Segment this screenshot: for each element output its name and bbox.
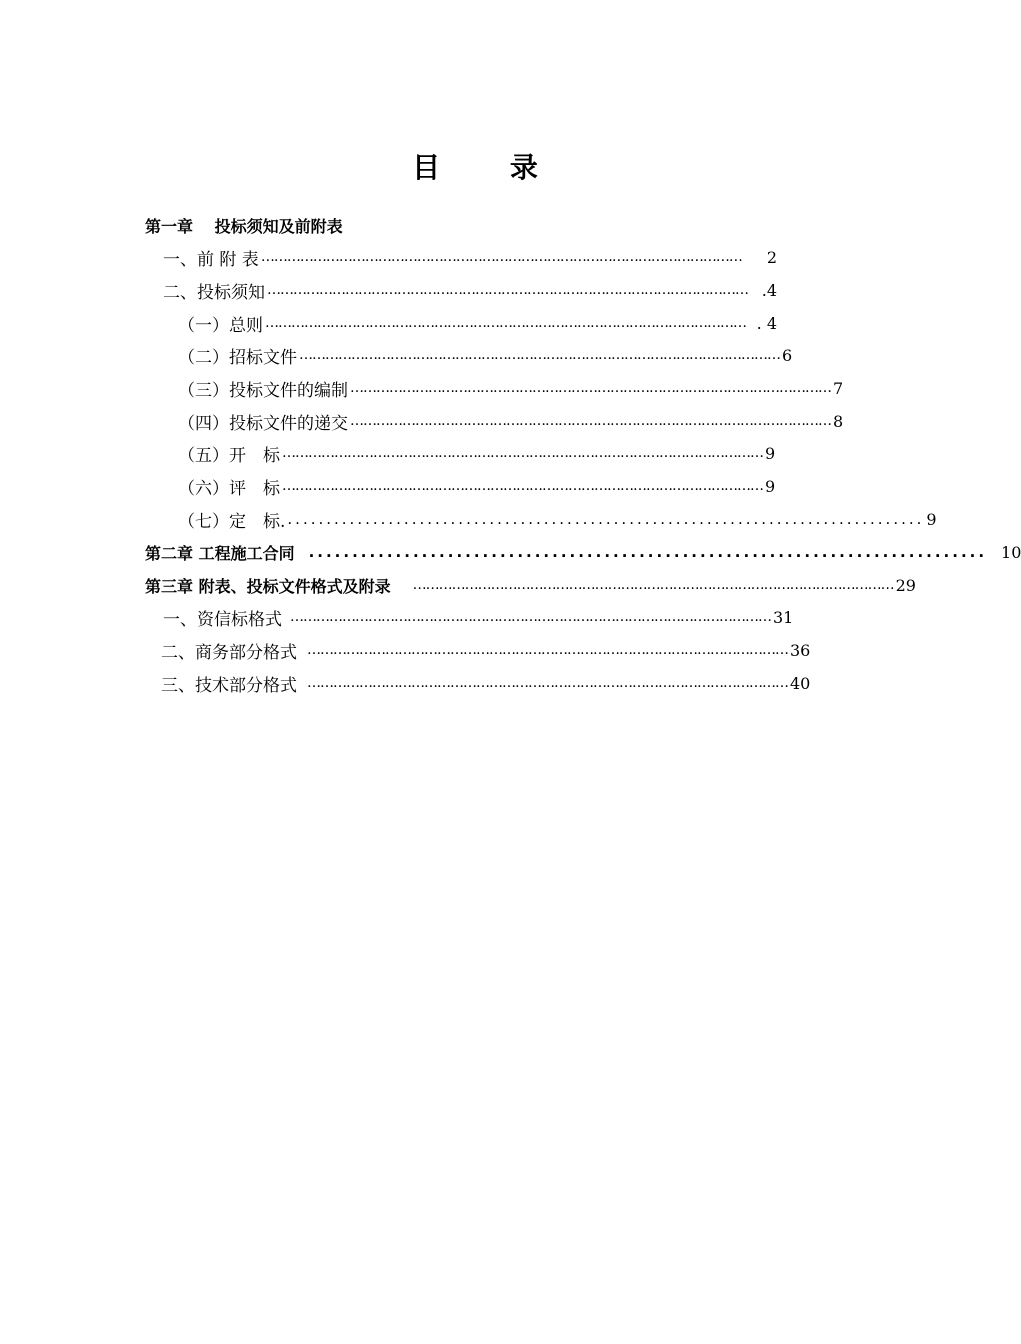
toc-page-number: 9 (926, 509, 937, 529)
toc-dot-leader: .................................................................................. (287, 510, 925, 528)
toc-page-number: 31 (773, 607, 794, 627)
toc-page-number: 36 (790, 640, 811, 660)
toc-dot-leader: .............................................................................. (308, 543, 988, 561)
toc-chapter-1-label: 第一章 投标须知及前附表 (145, 216, 343, 236)
toc-page-number: 6 (782, 345, 793, 365)
toc-entry-tender-documents[interactable] (178, 340, 793, 370)
toc-dot-leader: ………………………………………………………………………………………………… (350, 380, 831, 396)
toc-page-number: 10 (1001, 542, 1021, 562)
toc-entry-label: 一、资信标格式 (163, 609, 282, 630)
toc-page-number: .4 (761, 280, 777, 300)
toc-entry-label: 三、技术部分格式 (161, 675, 297, 696)
toc-entry-bid-submission[interactable] (178, 406, 844, 436)
toc-dot-leader: ………………………………………………………………………………………………… (282, 445, 763, 461)
toc-entry-front-table[interactable] (163, 242, 777, 272)
toc-entry-label: 二、投标须知 (163, 282, 265, 303)
toc-entry-label: （七）定 标. (178, 511, 286, 532)
toc-dot-leader: ………………………………………………………………………………………………… (267, 282, 748, 298)
toc-chapter-3[interactable] (145, 570, 916, 600)
toc-entry-bid-evaluation[interactable] (178, 471, 774, 501)
toc-dot-leader: ………………………………………………………………………………………………… (350, 413, 831, 429)
toc-entry-label: 一、前 附 表 (163, 249, 259, 270)
toc-entry-label: （一）总则 (178, 315, 263, 336)
toc-chapter-1[interactable] (145, 210, 785, 240)
toc-dot-leader: ………………………………………………………………………………………………… (260, 249, 742, 265)
toc-dot-leader: ………………………………………………………………………………………………… (412, 577, 894, 593)
toc-page-number: 2 (766, 247, 777, 267)
toc-page-number: 9 (765, 443, 776, 463)
toc-entry-label: （四）投标文件的递交 (178, 413, 348, 434)
toc-dot-leader: ………………………………………………………………………………………………… (290, 609, 771, 625)
toc-entry-label: （五）开 标 (178, 445, 280, 466)
toc-entry-label: （二）招标文件 (178, 347, 297, 368)
toc-entry-bidding-instructions[interactable] (163, 275, 777, 305)
toc-dot-leader: ………………………………………………………………………………………………… (282, 478, 763, 494)
toc-page-number: 8 (833, 411, 844, 431)
toc-entry-label: （六）评 标 (178, 478, 280, 499)
toc-entry-qualification-format[interactable] (163, 602, 794, 632)
toc-page-number: 40 (790, 673, 811, 693)
toc-entry-technical-format[interactable] (161, 668, 811, 698)
toc-entry-label: （三）投标文件的编制 (178, 380, 348, 401)
toc-dot-leader: ………………………………………………………………………………………………… (307, 675, 788, 691)
toc-page-number: . 4 (756, 313, 777, 333)
toc-page-number: 9 (765, 476, 776, 496)
toc-chapter-2[interactable] (145, 537, 1021, 567)
toc-chapter-2-label: 第二章 工程施工合同 (145, 543, 295, 563)
toc-dot-leader: ………………………………………………………………………………………………… (299, 347, 780, 363)
toc-page-number: 29 (895, 575, 916, 595)
toc-page-number: 7 (833, 378, 844, 398)
toc-entry-bid-award[interactable] (178, 504, 937, 534)
toc-entry-commercial-format[interactable] (161, 635, 811, 665)
toc-entry-bid-opening[interactable] (178, 438, 774, 468)
toc-entry-label: 二、商务部分格式 (161, 642, 297, 663)
toc-dot-leader: ………………………………………………………………………………………………… (265, 315, 746, 331)
toc-chapter-3-label: 第三章 附表、投标文件格式及附录 (145, 576, 391, 596)
toc-entry-general[interactable] (178, 308, 777, 338)
page-title: 目 录 (412, 151, 568, 184)
toc-entry-bid-preparation[interactable] (178, 373, 844, 403)
toc-dot-leader: ………………………………………………………………………………………………… (307, 642, 788, 658)
